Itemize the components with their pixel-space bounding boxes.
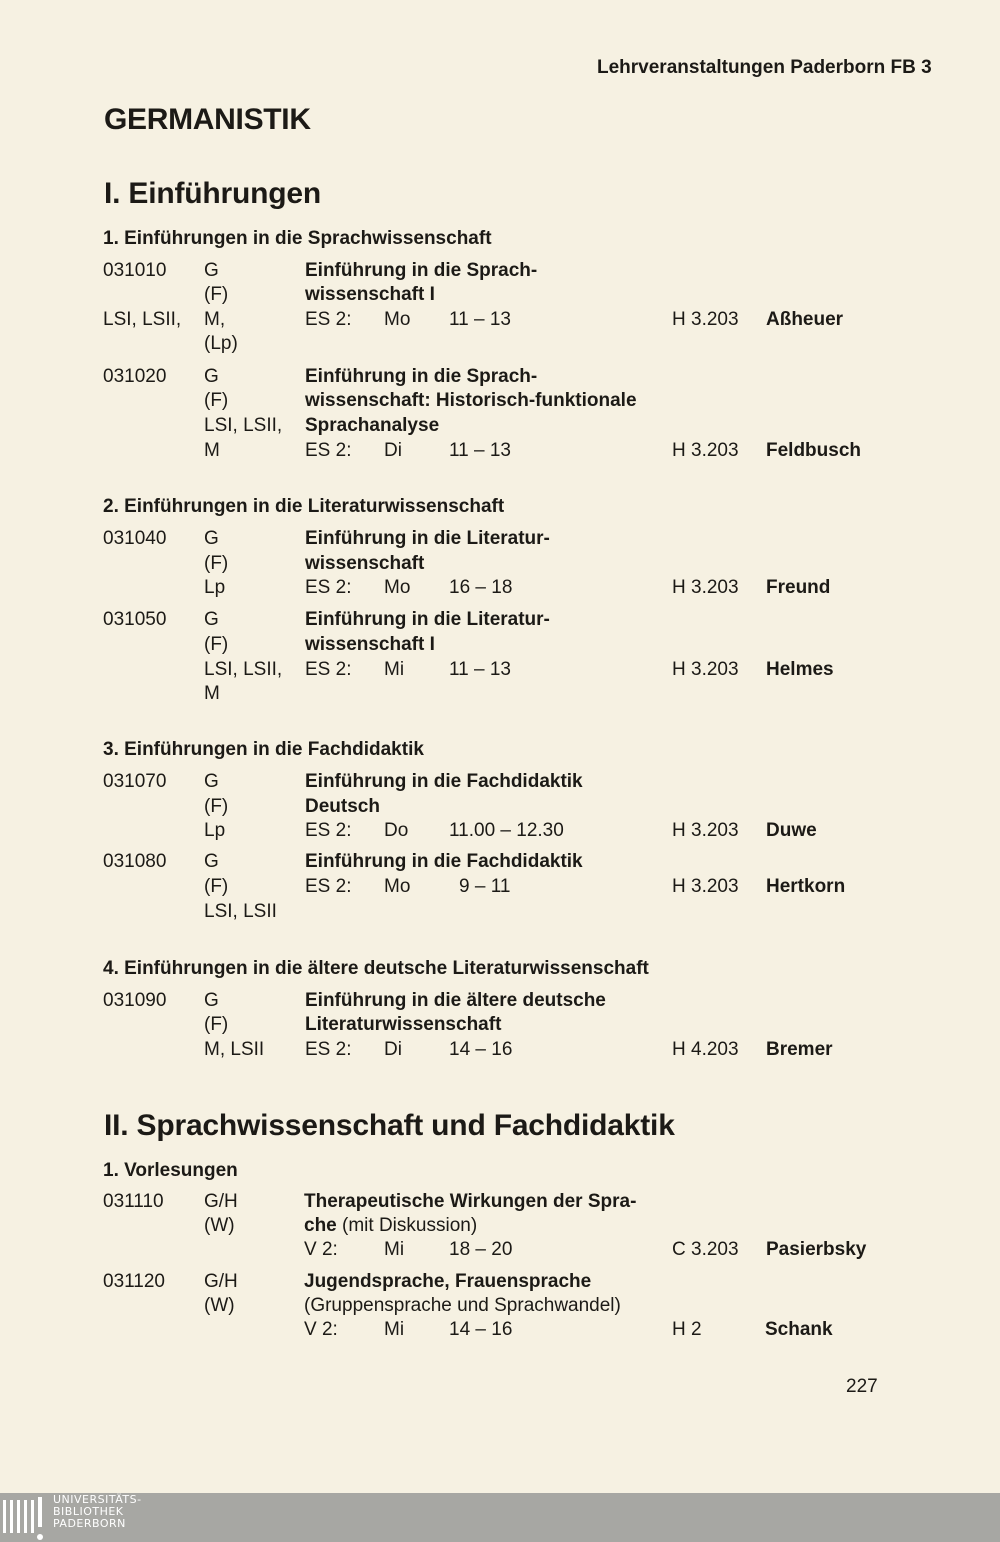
target-group: LSI, LSII,: [103, 309, 182, 330]
course-day: Mo: [384, 577, 411, 598]
subsection-heading: 1. Einführungen in die Sprachwissenschaft: [103, 228, 492, 249]
course-code: (W): [204, 1295, 235, 1316]
course-format: V 2:: [304, 1319, 338, 1340]
course-format: ES 2:: [305, 309, 352, 330]
course-day: Di: [384, 440, 402, 461]
course-code: (W): [204, 1215, 235, 1236]
course-number: 031040: [103, 528, 167, 549]
course-number: 031080: [103, 851, 167, 872]
course-code: LSI, LSII: [204, 901, 277, 922]
course-number: 031010: [103, 260, 167, 281]
course-title-line: Einführung in die Fachdidaktik: [305, 771, 583, 792]
course-code: G/H: [204, 1191, 238, 1212]
course-format: ES 2:: [305, 1039, 352, 1060]
course-title-line: Einführung in die Literatur-: [305, 528, 550, 549]
course-room: H 2: [672, 1319, 702, 1340]
course-code: LSI, LSII,: [204, 659, 283, 680]
course-format: ES 2:: [305, 659, 352, 680]
page-title: GERMANISTIK: [104, 103, 311, 136]
course-number: 031020: [103, 366, 167, 387]
course-room: H 3.203: [672, 876, 739, 897]
course-time: 16 – 18: [449, 577, 513, 598]
course-title-line: Jugendsprache, Frauensprache: [304, 1271, 592, 1292]
course-code: M, LSII: [204, 1039, 265, 1060]
course-code: LSI, LSII,: [204, 415, 283, 436]
course-code: G: [204, 990, 219, 1011]
library-footer-bar: [0, 1493, 1000, 1542]
course-lecturer: Helmes: [766, 659, 834, 680]
course-room: C 3.203: [672, 1239, 739, 1260]
course-lecturer: Pasierbsky: [766, 1239, 867, 1260]
course-room: H 3.203: [672, 659, 739, 680]
course-day: Mo: [384, 309, 411, 330]
course-day: Mo: [384, 876, 411, 897]
course-format: ES 2:: [305, 820, 352, 841]
course-number: 031050: [103, 609, 167, 630]
course-format: V 2:: [304, 1239, 338, 1260]
course-code: G: [204, 851, 219, 872]
section-heading-2: II. Sprachwissenschaft und Fachdidaktik: [104, 1109, 675, 1142]
page-number: 227: [846, 1376, 878, 1397]
course-lecturer: Duwe: [766, 820, 817, 841]
course-code: G: [204, 609, 219, 630]
course-number: 031110: [103, 1191, 164, 1212]
subsection-heading: 1. Vorlesungen: [103, 1160, 238, 1181]
course-room: H 3.203: [672, 820, 739, 841]
course-code: M: [204, 683, 220, 704]
course-title-line: Einführung in die Literatur-: [305, 609, 550, 630]
course-code: Lp: [204, 577, 226, 598]
course-room: H 3.203: [672, 309, 739, 330]
course-room: H 4.203: [672, 1039, 739, 1060]
course-lecturer: Aßheuer: [766, 309, 844, 330]
course-lecturer: Schank: [765, 1319, 833, 1340]
course-time: 11.00 – 12.30: [449, 820, 564, 841]
course-code: G: [204, 771, 219, 792]
library-name-line: BIBLIOTHEK: [53, 1505, 124, 1518]
course-time: 9 – 11: [459, 876, 511, 897]
course-time: 11 – 13: [449, 309, 511, 330]
subsection-heading: 4. Einführungen in die ältere deutsche Literaturwissenschaft: [103, 958, 649, 979]
course-title-part: che: [304, 1215, 337, 1236]
course-code: M: [204, 440, 220, 461]
course-title-line: Literaturwissenschaft: [305, 1014, 502, 1035]
course-title-line: wissenschaft I: [305, 634, 435, 655]
course-code: (F): [204, 796, 229, 817]
course-code: (F): [204, 634, 229, 655]
course-day: Di: [384, 1039, 402, 1060]
subsection-heading: 2. Einführungen in die Literaturwissenschaft: [103, 496, 505, 517]
library-logo-icon: [0, 1493, 46, 1542]
course-code: (F): [204, 284, 229, 305]
course-code: (F): [204, 1014, 229, 1035]
course-title-line: (Gruppensprache und Sprachwandel): [304, 1295, 621, 1316]
course-title-line: wissenschaft: [305, 553, 425, 574]
course-day: Mi: [384, 1319, 405, 1340]
course-title-line: Einführung in die Fachdidaktik: [305, 851, 583, 872]
library-name-line: PADERBORN: [53, 1517, 126, 1530]
course-lecturer: Hertkorn: [766, 876, 846, 897]
course-title-line: Einführung in die Sprach-: [305, 260, 538, 281]
course-title-note: (mit Diskussion): [336, 1215, 478, 1236]
course-code: (F): [204, 553, 229, 574]
course-title-line: Deutsch: [305, 796, 380, 817]
course-time: 14 – 16: [449, 1319, 513, 1340]
library-name-line: UNIVERSITÄTS-: [53, 1493, 142, 1506]
course-lecturer: Feldbusch: [766, 440, 862, 461]
course-code: G/H: [204, 1271, 238, 1292]
course-code: G: [204, 366, 219, 387]
course-format: ES 2:: [305, 876, 352, 897]
running-header: Lehrveranstaltungen Paderborn FB 3: [597, 57, 932, 78]
subsection-heading: 3. Einführungen in die Fachdidaktik: [103, 739, 424, 760]
course-number: 031070: [103, 771, 167, 792]
course-day: Do: [384, 820, 409, 841]
course-time: 11 – 13: [449, 440, 511, 461]
course-room: H 3.203: [672, 577, 739, 598]
course-title-line: wissenschaft: Historisch-funktionale: [305, 390, 637, 411]
course-format: ES 2:: [305, 577, 352, 598]
course-code: Lp: [204, 820, 226, 841]
course-day: Mi: [384, 659, 405, 680]
section-heading-1: I. Einführungen: [104, 177, 321, 210]
course-lecturer: Freund: [766, 577, 831, 598]
course-number: 031120: [103, 1271, 165, 1292]
course-number: 031090: [103, 990, 167, 1011]
course-day: Mi: [384, 1239, 405, 1260]
course-code: M,: [204, 309, 226, 330]
course-code: (F): [204, 390, 229, 411]
course-format: ES 2:: [305, 440, 352, 461]
course-code: G: [204, 260, 219, 281]
course-time: 11 – 13: [449, 659, 511, 680]
course-room: H 3.203: [672, 440, 739, 461]
course-title-line: Sprachanalyse: [305, 415, 440, 436]
course-title-line: wissenschaft I: [305, 284, 435, 305]
course-code: (Lp): [204, 333, 238, 354]
course-lecturer: Bremer: [766, 1039, 833, 1060]
course-title-line: Einführung in die ältere deutsche: [305, 990, 606, 1011]
course-title-line: Einführung in die Sprach-: [305, 366, 538, 387]
course-title-line: [304, 1216, 477, 1235]
course-code: (F): [204, 876, 229, 897]
course-time: 18 – 20: [449, 1239, 513, 1260]
course-code: G: [204, 528, 219, 549]
course-title-line: Therapeutische Wirkungen der Spra-: [304, 1191, 637, 1212]
course-time: 14 – 16: [449, 1039, 513, 1060]
